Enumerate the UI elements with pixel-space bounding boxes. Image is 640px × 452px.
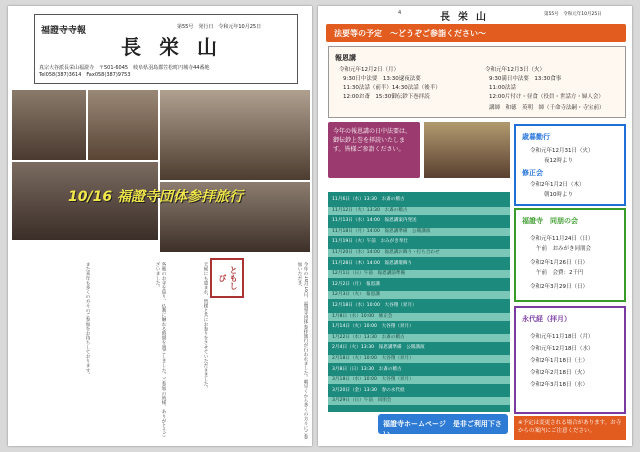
schedule-row: 11月20日（水）14:00 報恩講お飾り・打ち合わせ: [328, 249, 510, 257]
eidaikyo-line: 令和2年2月18日（火）: [530, 370, 588, 376]
note-box: 今年の報恩講の日中法要は、御伝鈔上巻を拝読いたします。皆様ご参詣ください。: [328, 122, 420, 178]
article-column: 各地のお寺を巡り、仏教に触れる時間を過ごしました。ご参加の皆様、ありがとうございました。: [155, 262, 166, 437]
houonko-line: 9:30満日中法要 13:30食事: [489, 76, 562, 82]
right-date: 第55号 令和元年10月25日: [544, 12, 602, 17]
houonko-line: 11:00法話: [489, 85, 516, 91]
eidaikyo-line: 令和2年3月18日（水）: [530, 382, 588, 388]
schedule-row: 11月28日（木）14:00 報恩講壇飾り: [332, 260, 413, 266]
houonko-line: 11:30法話（前半）14:30法話（後半）: [343, 85, 441, 91]
schedule-row: 3月20日（金）13:30 春の永代経: [332, 387, 405, 393]
schedule-row: 3月18日（水）10:00 大谷翔（昇月）: [328, 376, 510, 384]
photo-altar: [424, 122, 510, 178]
masthead: [34, 14, 298, 84]
page-number: 4: [398, 10, 402, 16]
contact-line: Tel058(387)3614 Fax058(387)9753: [39, 72, 131, 78]
article-column: また来年も多くの方々のご参加をお待ちしております。: [85, 262, 90, 377]
right-page: [318, 6, 632, 446]
schedule-row: 12月3日（火） 報恩講: [328, 291, 510, 299]
schedule-row: 11月18日（月）14:00 報恩講準備 公開講演: [328, 228, 510, 236]
schedule-row: 2月4日（火）13:30 報恩講準備 公開講演: [332, 345, 425, 351]
houonko-line: 12:00お斎 15:30御伝鈔下巻拝読: [343, 94, 430, 100]
schedule-row: 12月18日（水）10:00 大谷翔（昇月）: [332, 303, 417, 308]
doubo-line: 午前 おみがき同朋会: [536, 246, 592, 252]
schedule-row: 11月13日（水）14:00 報恩講案内発送: [332, 218, 417, 224]
houonko-line: 令和元年12月2日（月）: [339, 67, 399, 73]
story-title: ともしび: [210, 258, 244, 298]
masthead-title: 長栄山: [121, 35, 235, 59]
doubo-box: [514, 208, 626, 302]
eidaikyo-label: 永代経（拝月）: [522, 315, 571, 323]
saibo-line: 令和元年12月31日（火）: [530, 148, 594, 154]
schedule-row: 1月22日（水）13:30 お斎の稽古: [328, 334, 510, 342]
left-page: [8, 6, 312, 446]
doubo-line: 午前 会費：2千円: [536, 270, 584, 276]
homepage-link[interactable]: 福證寺ホームページ 是非ご利用下さい: [378, 414, 508, 434]
schedule-table: [328, 192, 510, 412]
right-title: 長栄山: [440, 12, 494, 23]
doubo-label: 福證寺 同朋の会: [522, 217, 578, 225]
eidaikyo-line: 令和元年11月18日（月）: [530, 334, 594, 340]
photo-caption: 10/16 福證寺団体参拝旅行: [68, 189, 243, 205]
masthead-address: [39, 65, 295, 79]
masthead-issue: 第55号 発行日 令和元年10月25日: [177, 24, 262, 30]
masthead-org: 福證寺寺報: [41, 26, 87, 36]
schedule-row: 1月14日（火）10:00 大谷翔（昇月）: [332, 324, 414, 330]
doubo-line: 令和2年1月26日（日）: [530, 260, 588, 266]
schedule-row: 1月8日（水）10:00 修正会: [328, 313, 510, 321]
schedule-row: 3月29日（日）午前 同朋会: [328, 397, 510, 405]
schedule-row: 12月1日（日）午前 報恩講前準備: [328, 270, 510, 278]
schedule-row: 12月2日（月） 報恩講: [332, 281, 380, 287]
article-column: 天候にも恵まれ、皆様と共にお参りをさせていただきました。: [203, 262, 208, 391]
photo-statue: [12, 90, 86, 160]
schedule-row: 3月8日（日）13:30 お斎の稽古: [332, 366, 402, 372]
saibo-line: 朝10時より: [544, 192, 573, 198]
houonko-line: 9:30日中法要 13:30逮夜法要: [343, 76, 421, 82]
saibo-label: 歳暮勤行: [522, 133, 550, 141]
houonko-line: 講師 和徳 英明 師（千命寺法嗣・寺宝前）: [489, 105, 605, 111]
schedule-row: 11月19日（火）午前 おみがき奉仕: [332, 239, 409, 245]
houonko-label: 報恩講: [335, 54, 356, 62]
houonko-box: [328, 46, 626, 118]
right-header: [318, 6, 632, 22]
houonko-line: 12:00片付け・昼食（役員・世話方・婦人会）: [489, 94, 604, 100]
photo-group: [160, 90, 310, 180]
article-column: 今年の10月16日、福證寺団体参拝旅行が行われました。朝早くから多くの方々にご参加いただき、: [297, 262, 308, 440]
doubo-line: 令和2年3月29日（日）: [530, 284, 588, 290]
eidaikyo-line: 令和2年1月18日（土）: [530, 358, 588, 364]
houonko-line: 令和元年12月3日（火）: [485, 67, 545, 73]
address-line: 真宗大谷派長栄山福證寺 〒501-6045 岐阜県羽島郡笠松町円城寺44番地: [39, 65, 210, 71]
eidaikyo-box: [514, 306, 626, 414]
doubo-line: 令和元年11月24日（日）: [530, 236, 594, 242]
schedule-row: 2月18日（火）10:00 大谷翔（昇月）: [328, 355, 510, 363]
eidaikyo-line: 令和元年12月18日（水）: [530, 346, 594, 352]
schedule-row: 11月12日（火）13:30 お斎の稽古: [328, 207, 510, 215]
schedule-row: 11月6日（水）13:30 お斎の稽古: [332, 197, 405, 202]
events-banner: 法要等の予定 ～どうぞご参詣ください～: [326, 24, 626, 42]
notice-box: ※予定は変更される場合があります。お寺からの案内にご注意ください。: [514, 416, 626, 440]
photo-temple: [88, 90, 158, 160]
saibo-line: 夜12時より: [544, 158, 573, 164]
saibo-box: [514, 124, 626, 206]
saibo-line: 令和2年1月2日（木）: [530, 182, 585, 188]
saibo-line: 修正会: [522, 169, 543, 177]
